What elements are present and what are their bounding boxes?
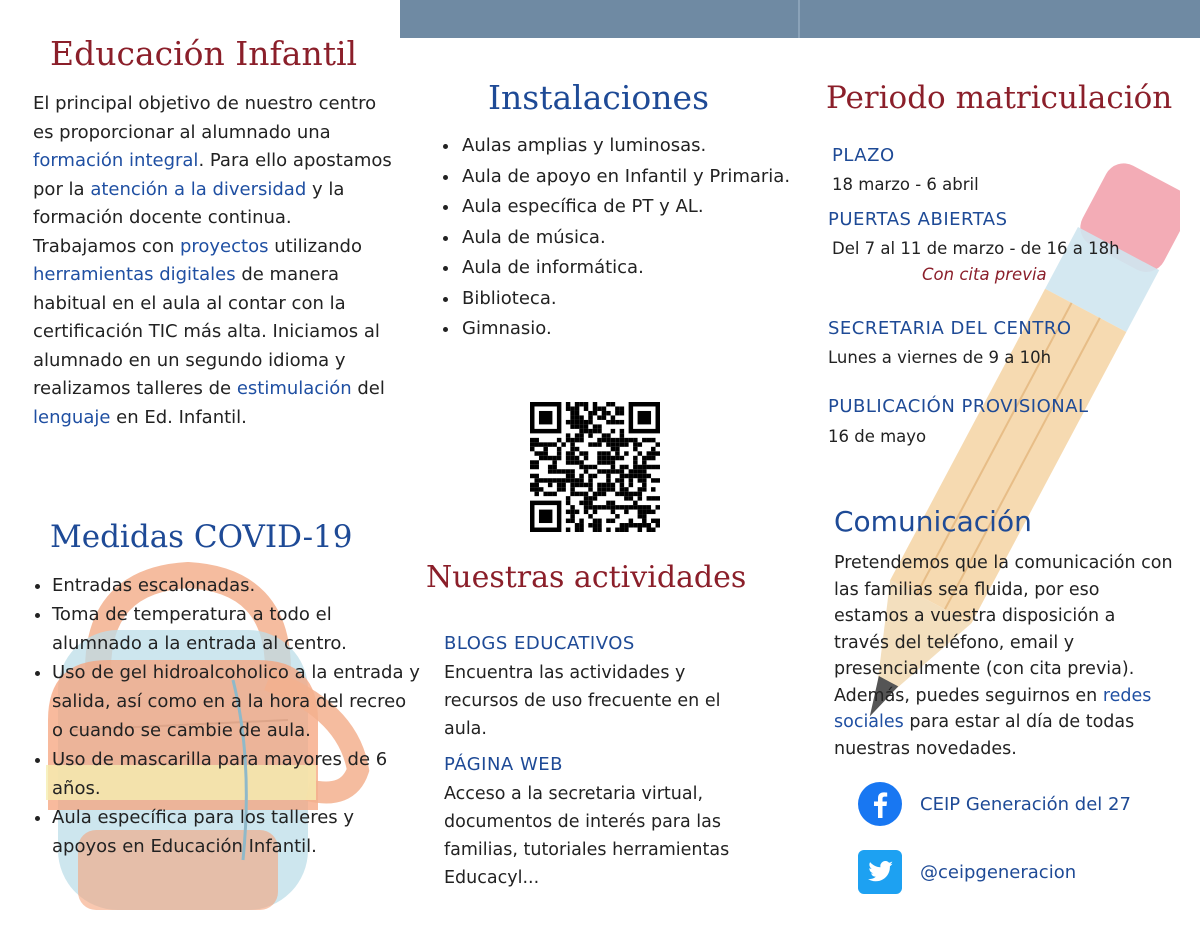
blogs-text: Encuentra las actividades y recursos de uso frecuente en el aula. (444, 663, 721, 739)
secretaria-heading: SECRETARIA DEL CENTRO (828, 318, 1072, 339)
intro-paragraph (33, 90, 398, 432)
covid-item: • Aula específica para los talleres y apoyos en Educación Infantil. (52, 803, 422, 861)
covid-item: • Uso de gel hidroalcoholico a la entrada y salida, así como en a la hora del recreo o cuando se cambie de aula. (52, 658, 422, 745)
facility-item: • Gimnasio. (460, 314, 795, 345)
puertas-text: Del 7 al 11 de marzo - de 16 a 18h (832, 239, 1120, 258)
title-comunicacion: Comunicación (834, 505, 1032, 538)
plazo-text: 18 marzo - 6 abril (832, 175, 979, 194)
blogs-heading: BLOGS EDUCATIVOS (444, 633, 635, 654)
text-segment: Pretendemos que la comunicación con las familias sea fluida, por eso estamos a vuestra disposición a través del teléfono, email y presencialmente (con cita previa). Además, puedes seguirnos en (834, 553, 1173, 706)
text-segment: de manera habitual en el aula al contar con la certificación TIC más alta. Iniciamos al alumnado en un segundo idioma y realizamos talleres de (33, 264, 380, 399)
covid-item: • Uso de mascarilla para mayores de 6 años. (52, 745, 422, 803)
twitter-link[interactable]: @ceipgeneracion (920, 862, 1077, 883)
secretaria-text: Lunes a viernes de 9 a 10h (828, 348, 1052, 367)
comunicacion-paragraph (834, 550, 1174, 762)
title-educacion-infantil: Educación Infantil (50, 34, 358, 73)
qr-code[interactable] (530, 402, 660, 532)
facility-item: • Aula de música. (460, 223, 795, 254)
covid-measures-list (28, 571, 422, 861)
title-nuestras-actividades: Nuestras actividades (426, 560, 747, 595)
highlighted-phrase: formación integral (33, 150, 199, 171)
facility-item: • Aula específica de PT y AL. (460, 192, 795, 223)
text-segment: del (351, 378, 385, 399)
puertas-note: Con cita previa (922, 265, 1047, 284)
puertas-heading: PUERTAS ABIERTAS (828, 209, 1008, 230)
facility-item: • Aula de informática. (460, 253, 795, 284)
facility-item: • Aula de apoyo en Infantil y Primaria. (460, 162, 795, 193)
text-segment: para estar al día de todas nuestras novedades. (834, 712, 1135, 759)
highlighted-phrase: lenguaje (33, 406, 111, 428)
facility-item: • Aulas amplias y luminosas. (460, 131, 795, 162)
covid-item: • Toma de temperatura a todo el alumnado a la entrada al centro. (52, 600, 422, 658)
title-periodo-matriculacion: Periodo matriculación (826, 80, 1173, 116)
plazo-heading: PLAZO (832, 145, 895, 166)
text-segment: en Ed. Infantil. (110, 406, 247, 428)
web-text: Acceso a la secretaria virtual, documentos de interés para las familias, tutoriales herramientas Educacyl... (444, 784, 730, 888)
title-instalaciones: Instalaciones (488, 78, 710, 117)
text-segment: El principal objetivo de nuestro centro es proporcionar al alumnado una (33, 93, 377, 143)
title-medidas-covid: Medidas COVID-19 (50, 519, 353, 555)
highlighted-phrase: redes sociales (834, 685, 1152, 732)
publicacion-text: 16 de mayo (828, 427, 927, 446)
facebook-icon[interactable] (858, 782, 902, 826)
header-band (400, 0, 1200, 38)
header-divider (798, 0, 800, 38)
facilities-list (432, 131, 795, 345)
text-segment: y la formación docente continua. Trabajamos con (33, 178, 345, 257)
highlighted-phrase: herramientas digitales (33, 264, 236, 285)
text-segment: utilizando (268, 235, 362, 257)
twitter-icon[interactable] (858, 850, 902, 894)
web-heading: PÁGINA WEB (444, 754, 563, 775)
publicacion-heading: PUBLICACIÓN PROVISIONAL (828, 396, 1089, 417)
facebook-link[interactable]: CEIP Generación del 27 (920, 794, 1131, 815)
facility-item: • Biblioteca. (460, 284, 795, 315)
highlighted-phrase: estimulación (236, 378, 352, 399)
text-segment: . Para ello apostamos por la (33, 150, 392, 200)
highlighted-phrase: atención a la diversidad (90, 178, 307, 200)
covid-item: • Entradas escalonadas. (52, 571, 422, 600)
highlighted-phrase: proyectos (179, 235, 269, 257)
